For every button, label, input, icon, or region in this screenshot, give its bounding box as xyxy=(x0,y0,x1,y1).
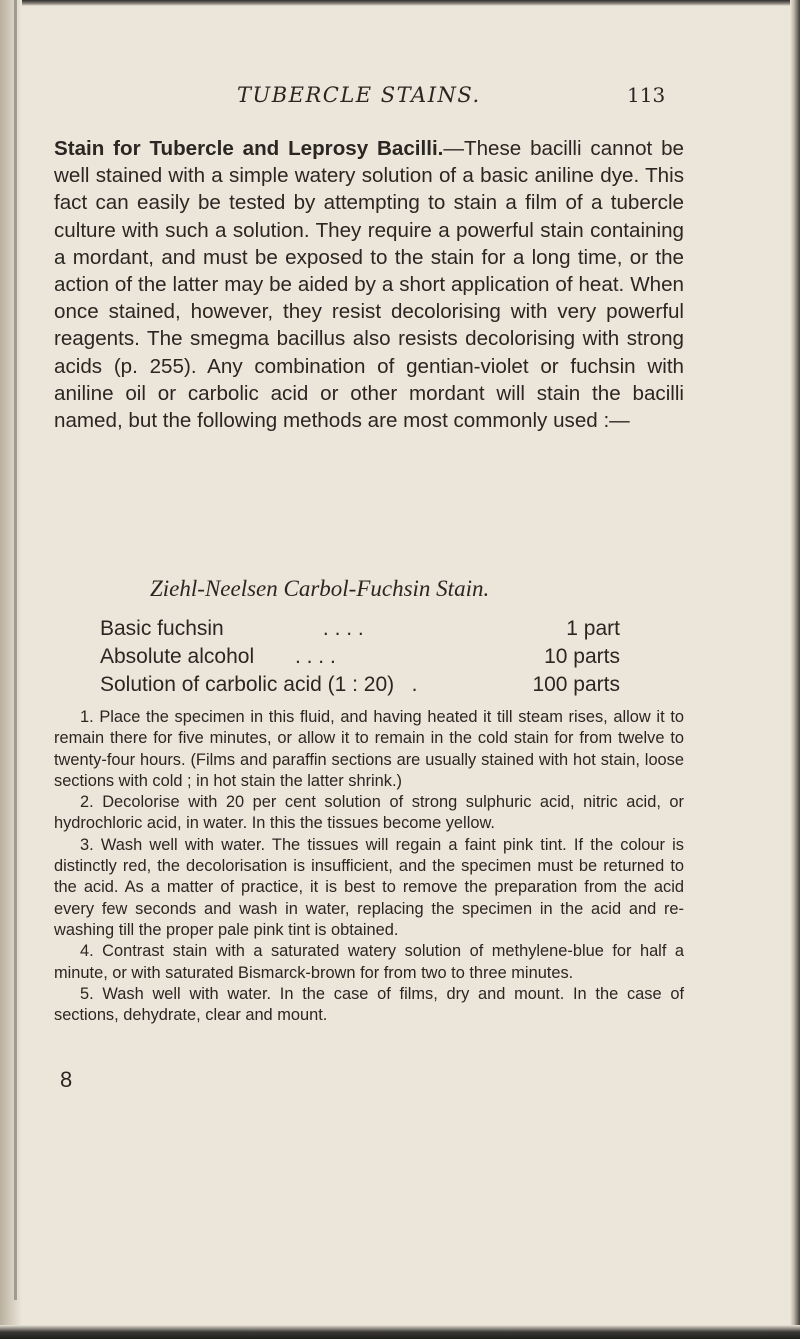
leader-dots: . . . . xyxy=(294,645,336,668)
intro-paragraph xyxy=(54,135,684,434)
leader-dots: . xyxy=(411,673,418,696)
formula-quantity: 100 parts xyxy=(532,673,620,696)
procedure-step: 5. Wash well with water. In the case of films, dry and mount. In the case of sections, dehydrate, clear and mount. xyxy=(54,984,684,1025)
signature-mark: 8 xyxy=(60,1067,73,1092)
page-bottom-edge xyxy=(0,1325,800,1339)
leader-dots: . . . . xyxy=(322,617,364,640)
formula-quantity: 1 part xyxy=(566,617,620,640)
page-top-edge xyxy=(0,0,800,6)
procedure-step: 4. Contrast stain with a saturated watery solution of methylene-blue for half a minute, or with saturated Bismarck-brown for from two to three minutes. xyxy=(54,942,684,982)
formula-quantity: 10 parts xyxy=(544,645,620,668)
formula-table xyxy=(100,615,620,699)
running-title: TUBERCLE STAINS. xyxy=(237,83,481,107)
procedure-steps xyxy=(54,707,684,1026)
intro-lead-heading: Stain for Tubercle and Leprosy Bacilli. xyxy=(54,137,444,160)
formula-ingredient: Absolute alcohol . . . . xyxy=(100,645,336,668)
page-number: 113 xyxy=(627,83,666,107)
formula-ingredient: Solution of carbolic acid (1 : 20) . xyxy=(100,673,418,696)
page-right-edge xyxy=(790,0,800,1339)
formula-row xyxy=(100,615,620,643)
book-gutter-shadow xyxy=(0,0,22,1339)
page-header xyxy=(0,83,800,113)
formula-title: Ziehl-Neelsen Carbol-Fuchsin Stain. xyxy=(150,576,490,601)
procedure-step: 2. Decolorise with 20 per cent solution of strong sulphuric acid, nitric acid, or hydrochloric acid, in water. In this the tissues become yellow. xyxy=(54,793,684,833)
intro-text: —These bacilli cannot be well stained with a simple watery solution of a basic aniline dye. This fact can easily be tested by attempting to stain a film of a tubercle culture with such a solution. They require a powerful stain containing a mordant, and must be exposed to the stain for a long time, or the action of the latter may be aided by a short application of heat. When once stained, however, they resist decolorising with very powerful reagents. The smegma bacillus also resists decolorising with strong acids (p. 255). Any combination of gentian-violet or fuchsin with aniline oil or carbolic acid or other mordant will stain the bacilli named, but the following methods are most commonly used :— xyxy=(54,137,684,433)
procedure-step: 3. Wash well with water. The tissues will regain a faint pink tint. If the colour is distinctly red, the decolorisation is insufficient, and the specimen must be returned to the acid. As a matter of practice, it is best to remove the preparation from the acid every few seconds and wash in water, replacing the specimen in the acid and re-washing till the proper pale pink tint is obtained. xyxy=(54,835,684,939)
binding-line xyxy=(14,0,17,1300)
formula-row xyxy=(100,671,620,699)
formula-row xyxy=(100,643,620,671)
procedure-step: 1. Place the specimen in this fluid, and having heated it till steam rises, allow it to remain there for five minutes, or allow it to remain in the cold stain for from twelve to twenty-four hours. (Films and paraffin sections are usually stained with hot stain, loose sections with cold ; in hot stain the latter shrink.) xyxy=(54,708,684,790)
formula-ingredient: Basic fuchsin . . . . xyxy=(100,617,364,640)
